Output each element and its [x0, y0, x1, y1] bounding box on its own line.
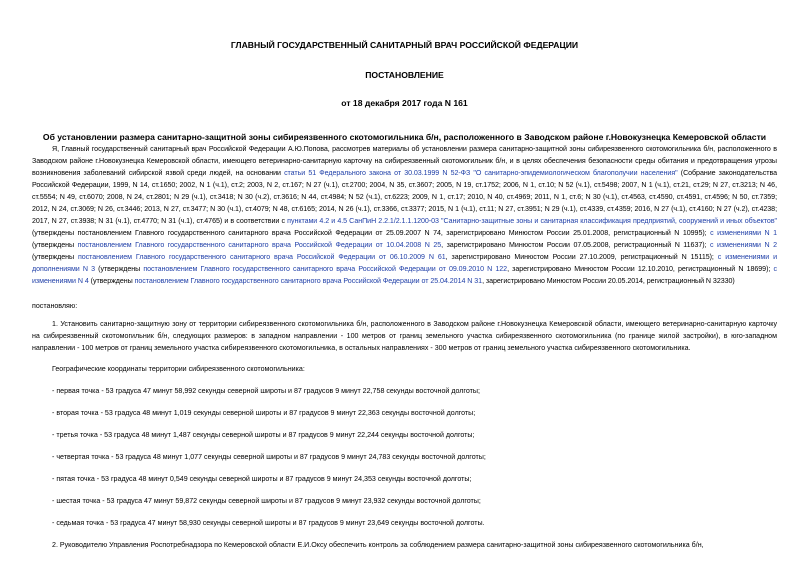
coordinate-point-5: - пятая точка - 53 градуса 48 минут 0,549 секунды северной широты и 87 градусов 9 минут 24,353 секунды восточной долготы;: [52, 475, 472, 483]
resolution-2010-link[interactable]: постановлением Главного государственного санитарного врача Российской Федерации от 09.09.2010 N 122: [143, 265, 508, 273]
coordinate-point-3: - третья точка - 53 градуса 48 минут 1,487 секунды северной широты и 87 градусов 9 минут 22,244 секунды восточной долготы;: [52, 431, 475, 439]
preamble-paragraph: [32, 143, 777, 287]
clause-1: 1. Установить санитарно-защитную зону от территории сибиреязвенного скотомогильника б/н, расположенного в Заводском районе г.Новокузнецка Кемеровской области, имеющего ветеринарно-санитарную карточку на сибиреязвенный скотомогильник б/н, следующих размеров: в западном направлении - 100 метров от границ земельного участка сибиреязвенного скотомогильника (по границе жилой застройки), в юго-западном направлении - 100 метров от границ земельного участка сибиреязвенного скотомогильника, в остальных направлениях - 300 метров от границ земельного участка сибиреязвенного скотомогильника.: [32, 320, 777, 352]
coordinate-point-4: - четвертая точка - 53 градуса 48 минут 1,077 секунды северной широты и 87 градусов 9 минут 24,783 секунды восточной долготы;: [52, 453, 486, 461]
resolution-2008-link[interactable]: постановлением Главного государственного санитарного врача Российской Федерации от 10.04.2008 N 25: [77, 241, 442, 249]
amendment-3-link[interactable]: с изменениями и дополнениями N 3: [32, 253, 777, 273]
preamble-text: , зарегистрировано Минюстом России 12.10.2010, регистрационный N 18699);: [507, 265, 774, 273]
preamble-text: (утверждены: [88, 277, 135, 285]
document-title: Об установлении размера санитарно-защитной зоны сибиреязвенного скотомогильника б/н, расположенного в Заводском районе г.Новокузнецка Кемеровской области: [42, 132, 767, 142]
resolution-2014-link[interactable]: постановлением Главного государственного санитарного врача Российской Федерации от 25.04.2014 N 31: [134, 277, 483, 285]
preamble-text: (утверждены: [94, 265, 144, 273]
preamble-text: , зарегистрировано Минюстом России 07.05.2008, регистрационный N 11637);: [441, 241, 711, 249]
preamble-text: (утверждены: [32, 253, 78, 261]
preamble-text: (утверждены постановлением Главного государственного санитарного врача Российской Федерации от 25.09.2007 N 74, зарегистрировано Минюстом России 25.01.2008, регистрационный N 10995);: [32, 229, 711, 237]
law-link-article-51[interactable]: статьи 51 Федерального закона от 30.03.1999 N 52-ФЗ "О санитарно-эпидемиологическом благополучии населения": [284, 169, 678, 177]
preamble-text: Я, Главный государственный санитарный врач Российской Федерации А.Ю.Попова, рассмотрев материалы об установлении размера санитарно-защитной зоны сибиреязвенного скотомогильника б/н, расположенного в Заводском районе г.Новокузнецка Кемеровской области, имеющего ветеринарно-санитарную карточку на сибиреязвенный скотомогильник б/н, и в целях обеспечения безопасности среды обитания и предотвращения угрозы возникновения заболеваний сибирской язвой среди людей, на основании: [32, 145, 777, 177]
document-date-number: от 18 декабря 2017 года N 161: [341, 98, 468, 108]
preamble-text: (Собрание законодательства Российской Федерации, 1999, N 14, ст.1650; 2002, N 1 (ч.1), ст.2; 2003, N 2, ст.167; N 27 (ч.1), ст.2700; 2004, N 35, ст.3607; 2005, N 19, ст.1752; 2006, N 1, ст.10; N 52 (ч.1), ст.5498; 2007, N 1 (ч.1), ст.21, ст.29; N 27, ст.3213; N 46, ст.5554; N 49, ст.6070; 2008, N 24, ст.2801; N 29 (ч.1), ст.3418; N 30 (ч.2), ст.3616; N 44, ст.4984; N 52 (ч.1), ст.6223; 2009, N 1, ст.17; 2010, N 40, ст.4969; 2011, N 1, ст.6; N 30 (ч.1), ст.4563, ст.4590, ст.4591, ст.4596; N 50, ст.7359; 2012, N 24, ст.3069; N 26, ст.3446; 2013, N 27, ст.3477; N 30 (ч.1), ст.4079; N 48, ст.6165; 2014, N 26 (ч.1), ст.3366, ст.3377; 2015, N 1 (ч.1), ст.11; N 27, ст.3951; N 29 (ч.1), ст.4339, ст.4359; 2016, N 27 (ч.1), ст.4160; N 27 (ч.2), ст.4238; 2017, N 27, ст.3938; N 31 (ч.1), ст.4770; N 31 (ч.1), ст.4765) и в соответствии с: [32, 169, 777, 225]
preamble-text: , зарегистрировано Минюстом России 27.10.2009, регистрационный N 15115);: [445, 253, 718, 261]
coordinate-point-7: - седьмая точка - 53 градуса 47 минут 58,930 секунды северной широты и 87 градусов 9 минут 23,649 секунды восточной долготы.: [52, 519, 485, 527]
amendment-2-link[interactable]: с изменениями N 2: [710, 241, 777, 249]
clause-2: 2. Руководителю Управления Роспотребнадзора по Кемеровской области Е.И.Оксу обеспечить контроль за соблюдением размера санитарно-защитной зоны сибиреязвенного скотомогильника б/н,: [52, 541, 704, 549]
coordinates-heading: Географические координаты территории сибиреязвенного скотомогильника:: [52, 365, 305, 373]
coordinate-point-6: - шестая точка - 53 градуса 47 минут 59,872 секунды северной широты и 87 градусов 9 минут 23,932 секунды восточной долготы;: [52, 497, 481, 505]
amendment-4-link[interactable]: с изменениями N 4: [32, 265, 777, 285]
resolve-phrase: постановляю:: [32, 302, 78, 310]
document-type: ПОСТАНОВЛЕНИЕ: [365, 70, 444, 80]
amendment-1-link[interactable]: с изменениями N 1: [710, 229, 778, 237]
sanpin-link[interactable]: пунктами 4.2 и 4.5 СанПиН 2.2.1/2.1.1.1200-03 "Санитарно-защитные зоны и санитарная классификация предприятий, сооружений и иных объектов": [287, 217, 778, 225]
preamble-text: (утверждены: [32, 241, 78, 249]
coordinate-point-2: - вторая точка - 53 градуса 48 минут 1,019 секунды северной широты и 87 градусов 9 минут 22,363 секунды восточной долготы;: [52, 409, 476, 417]
issuing-authority: ГЛАВНЫЙ ГОСУДАРСТВЕННЫЙ САНИТАРНЫЙ ВРАЧ РОССИЙСКОЙ ФЕДЕРАЦИИ: [230, 40, 579, 50]
coordinate-point-1: - первая точка - 53 градуса 47 минут 58,992 секунды северной широты и 87 градусов 9 минут 22,758 секунды восточной долготы;: [52, 387, 480, 395]
preamble-text: , зарегистрировано Минюстом России 20.05.2014, регистрационный N 32330): [482, 277, 735, 285]
resolution-2009-link[interactable]: постановлением Главного государственного санитарного врача Российской Федерации от 06.10.2009 N 61: [77, 253, 446, 261]
